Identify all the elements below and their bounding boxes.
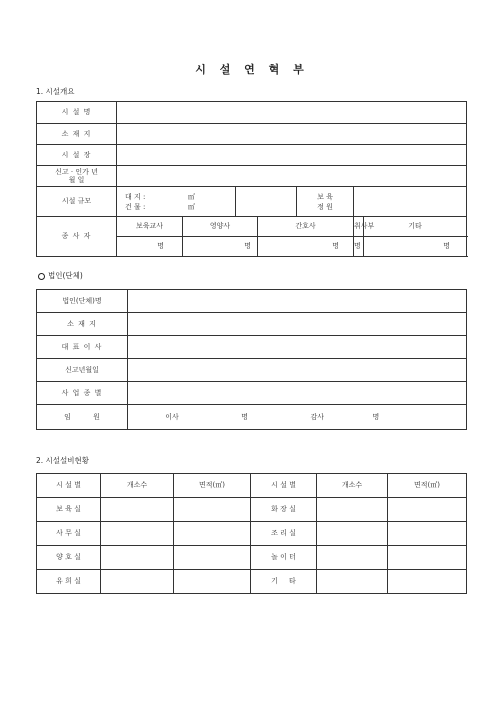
land-unit: ㎡	[187, 192, 195, 201]
location-value[interactable]	[117, 124, 467, 145]
capacity-label-top: 보 육	[317, 192, 333, 201]
scale-blank[interactable]	[236, 187, 297, 217]
room-office-area[interactable]	[174, 522, 251, 546]
header-count-right: 개소수	[317, 474, 388, 498]
staff-other-count[interactable]: 명	[364, 237, 467, 257]
corp-location-value[interactable]	[128, 313, 467, 336]
location-label: 소 재 지	[37, 124, 117, 145]
header-area-right: 면적(㎡)	[388, 474, 467, 498]
staff-col-cook: 취사부	[354, 217, 364, 237]
corp-officers-value[interactable]	[128, 405, 467, 430]
director-count-unit: 명	[241, 412, 248, 421]
facility-name-label: 시 설 명	[37, 102, 117, 124]
room-childcare: 보 육 실	[37, 498, 101, 522]
room-office-count[interactable]	[101, 522, 174, 546]
corp-section-label	[38, 270, 83, 281]
capacity-value[interactable]	[354, 187, 467, 217]
header-facility-left: 시 설 별	[37, 474, 101, 498]
room-kitchen-area[interactable]	[388, 522, 467, 546]
corp-ceo-value[interactable]	[128, 336, 467, 359]
section-1-label: 1. 시설개요	[36, 87, 75, 96]
room-infirmary-area[interactable]	[174, 546, 251, 570]
section-2-label: 2. 시설설비현황	[36, 456, 90, 465]
auditor-count-label: 감사	[310, 412, 324, 421]
capacity-label	[297, 187, 354, 217]
circle-bullet-icon	[38, 273, 45, 280]
corp-location-label: 소 재 지	[37, 313, 128, 336]
staff-label: 종 사 자	[37, 217, 117, 257]
land-label: 대 지 :	[125, 192, 146, 201]
corporation-table	[36, 289, 467, 430]
corp-name-value[interactable]	[128, 290, 467, 313]
room-playground-count[interactable]	[317, 546, 388, 570]
corp-report-date-label: 신고년월일	[37, 359, 128, 382]
director-value[interactable]	[117, 145, 467, 166]
room-playroom-area[interactable]	[174, 570, 251, 594]
room-infirmary-count[interactable]	[101, 546, 174, 570]
room-restroom-count[interactable]	[317, 498, 388, 522]
staff-nutritionist-count[interactable]: 명	[183, 237, 258, 257]
facility-name-value[interactable]	[117, 102, 467, 124]
staff-teacher-count[interactable]: 명	[117, 237, 183, 257]
corp-report-date-value[interactable]	[128, 359, 467, 382]
room-childcare-area[interactable]	[174, 498, 251, 522]
report-date-label: 신고 · 인가 년 월 일	[37, 166, 117, 187]
scale-label: 시설 규모	[37, 187, 117, 217]
room-playground: 놀 이 터	[251, 546, 317, 570]
staff-col-other: 기타	[364, 217, 467, 237]
staff-col-teacher: 보육교사	[117, 217, 183, 237]
capacity-label-bottom: 정 원	[317, 202, 333, 211]
corp-business-type-value[interactable]	[128, 382, 467, 405]
room-restroom-area[interactable]	[388, 498, 467, 522]
header-area-left: 면적(㎡)	[174, 474, 251, 498]
room-playground-area[interactable]	[388, 546, 467, 570]
room-other-count[interactable]	[317, 570, 388, 594]
staff-col-nurse: 간호사	[258, 217, 354, 237]
room-kitchen-count[interactable]	[317, 522, 388, 546]
facility-overview-table	[36, 101, 467, 257]
header-facility-right: 시 설 별	[251, 474, 317, 498]
room-other: 기 타	[251, 570, 317, 594]
header-count-left: 개소수	[101, 474, 174, 498]
page-title: 시 설 연 혁 부	[195, 63, 309, 76]
room-other-area[interactable]	[388, 570, 467, 594]
room-office: 사 무 실	[37, 522, 101, 546]
building-label: 건 물 :	[125, 202, 146, 211]
building-unit: ㎡	[187, 202, 195, 211]
corp-ceo-label: 대 표 이 사	[37, 336, 128, 359]
director-label: 시 설 장	[37, 145, 117, 166]
staff-nurse-count[interactable]: 명	[258, 237, 354, 257]
room-infirmary: 양 호 실	[37, 546, 101, 570]
director-count-label: 이사	[165, 412, 179, 421]
room-playroom-count[interactable]	[101, 570, 174, 594]
staff-cook-count[interactable]: 명	[354, 237, 364, 257]
room-restroom: 화 장 실	[251, 498, 317, 522]
staff-col-nutritionist: 영양사	[183, 217, 258, 237]
land-building-cell	[117, 187, 236, 217]
equipment-table	[36, 473, 467, 594]
room-kitchen: 조 리 실	[251, 522, 317, 546]
corp-name-label: 법인(단체)명	[37, 290, 128, 313]
auditor-count-unit: 명	[372, 412, 380, 421]
corp-business-type-label: 사 업 종 별	[37, 382, 128, 405]
room-childcare-count[interactable]	[101, 498, 174, 522]
report-date-value[interactable]	[117, 166, 467, 187]
corp-officers-label: 임 원	[37, 405, 128, 430]
corp-label-text: 법인(단체)	[48, 271, 83, 280]
room-playroom: 유 희 실	[37, 570, 101, 594]
